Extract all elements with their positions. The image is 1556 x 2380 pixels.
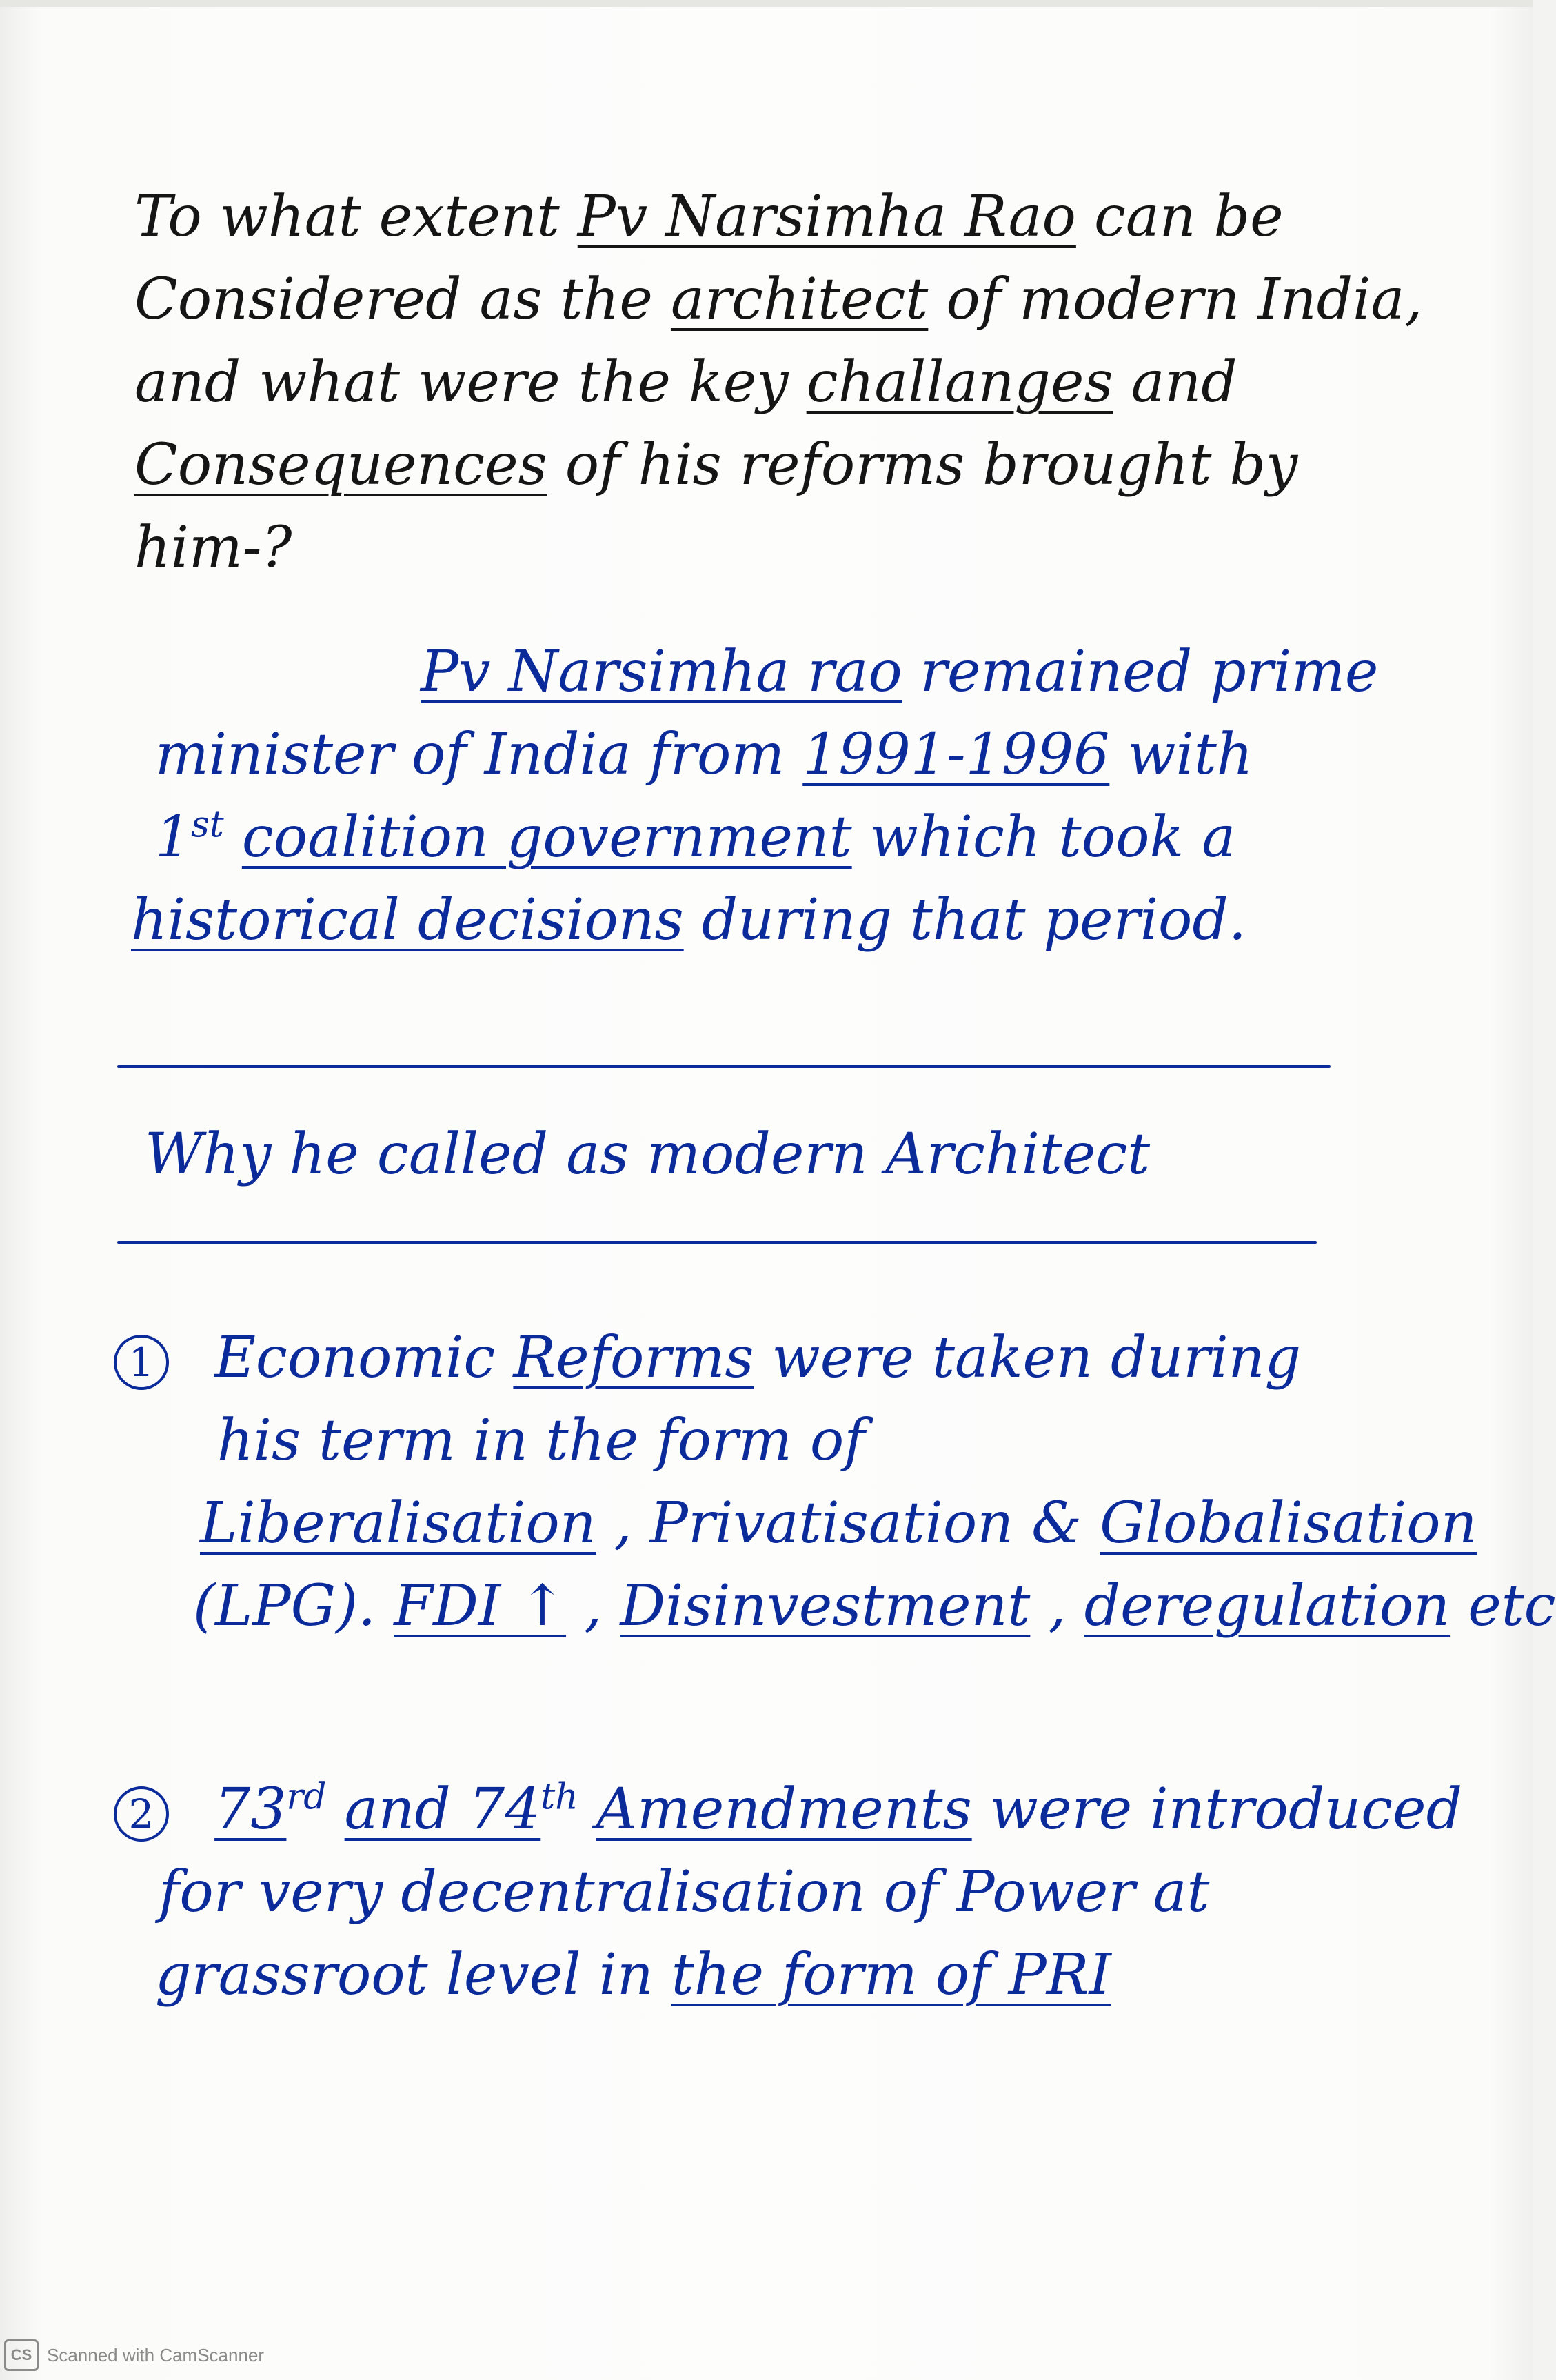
underlined-challanges: challanges <box>806 350 1113 415</box>
point-1-line-3: Liberalisation , Privatisation & Globalisation <box>200 1491 1477 1556</box>
underlined-name: Pv Narsimha Rao <box>577 184 1076 250</box>
underlined-coalition: coalition government <box>241 805 852 870</box>
underlined-architect: architect <box>670 267 929 332</box>
point-2-line-3: grassroot level in the form of PRI <box>155 1942 1111 2008</box>
page-top-edge <box>0 0 1533 7</box>
point-1-line-1: 1 Economic Reforms were taken during <box>114 1324 1301 1393</box>
underlined-historical: historical decisions <box>131 887 684 953</box>
underlined-years: 1991-1996 <box>802 722 1110 787</box>
answer-line-3: 1st coalition government which took a <box>155 804 1236 870</box>
answer-line-4: historical decisions during that period. <box>131 887 1246 953</box>
question-line-3: and what were the key challanges and <box>134 350 1237 415</box>
point-1-line-2: his term in the form of <box>217 1408 865 1473</box>
underlined-consequences: Consequences <box>134 432 547 498</box>
subheading: Why he called as modern Architect <box>145 1122 1151 1187</box>
point-2-line-2: for very decentralisation of Power at <box>159 1859 1210 1925</box>
point-1-line-4: (LPG). FDI ↑ , Disinvestment , deregulation etc <box>193 1573 1556 1639</box>
camscanner-logo-icon: CS <box>4 2339 39 2371</box>
point-1-number-circle: 1 <box>114 1335 169 1390</box>
question-line-1: To what extent Pv Narsimha Rao can be <box>134 184 1284 250</box>
answer-line-1: Pv Narsimha rao remained prime <box>421 639 1379 705</box>
divider-rule-1 <box>117 1065 1331 1068</box>
question-line-4: Consequences of his reforms brought by <box>134 432 1298 498</box>
scanner-watermark: CS Scanned with CamScanner <box>4 2339 264 2372</box>
answer-line-2: minister of India from 1991-1996 with <box>155 722 1253 787</box>
question-line-2: Considered as the architect of modern India, <box>134 267 1423 332</box>
point-2-number-circle: 2 <box>114 1786 169 1842</box>
question-line-5: him-? <box>134 515 292 581</box>
divider-rule-2 <box>117 1241 1317 1244</box>
point-2-line-1: 2 73rd and 74th Amendments were introduced <box>114 1775 1462 1844</box>
